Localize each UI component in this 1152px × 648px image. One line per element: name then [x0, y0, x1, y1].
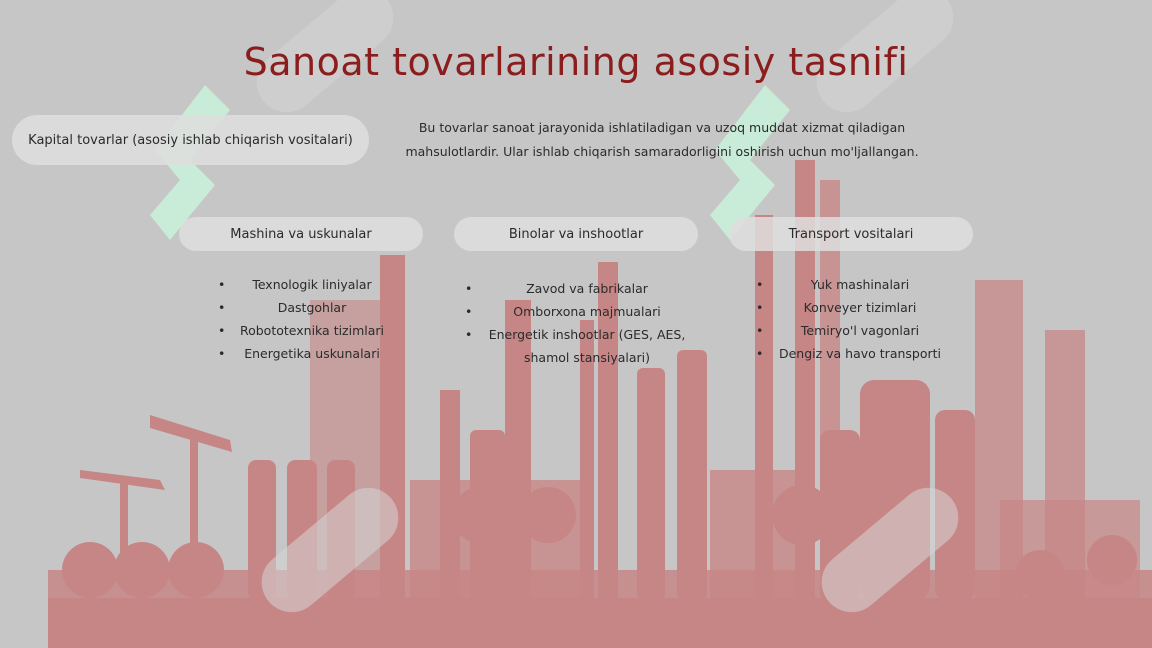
category-heading-machines: Mashina va uskunalar — [179, 217, 423, 251]
list-item: • Robototexnika tizimlari — [236, 319, 388, 342]
list-item: • Temiryo'l vagonlari — [774, 319, 946, 342]
list-item: • Energetik inshootlar (GES, AES, shamol stansiyalari) — [483, 323, 691, 369]
list-item: • Texnologik liniyalar — [236, 273, 388, 296]
main-category-label: Kapital tovarlar (asosiy ishlab chiqarish vositalari) — [12, 115, 369, 165]
list-item: • Energetika uskunalari — [236, 342, 388, 365]
list-item: • Konveyer tizimlari — [774, 296, 946, 319]
buildings-list — [483, 277, 691, 369]
list-item: • Yuk mashinalari — [774, 273, 946, 296]
list-item: • Omborxona majmualari — [483, 300, 691, 323]
transport-list — [774, 273, 946, 365]
list-item: • Dengiz va havo transporti — [774, 342, 946, 365]
machines-list — [236, 273, 388, 365]
category-heading-buildings: Binolar va inshootlar — [454, 217, 698, 251]
category-description: Bu tovarlar sanoat jarayonida ishlatiladigan va uzoq muddat xizmat qiladigan mahsulotlardir. Ular ishlab chiqarish samaradorligini oshirish uchun mo'ljallangan. — [405, 120, 919, 159]
slide-title: Sanoat tovarlarining asosiy tasnifi — [243, 40, 909, 84]
category-heading-transport: Transport vositalari — [729, 217, 973, 251]
list-item: • Dastgohlar — [236, 296, 388, 319]
list-item: • Zavod va fabrikalar — [483, 277, 691, 300]
